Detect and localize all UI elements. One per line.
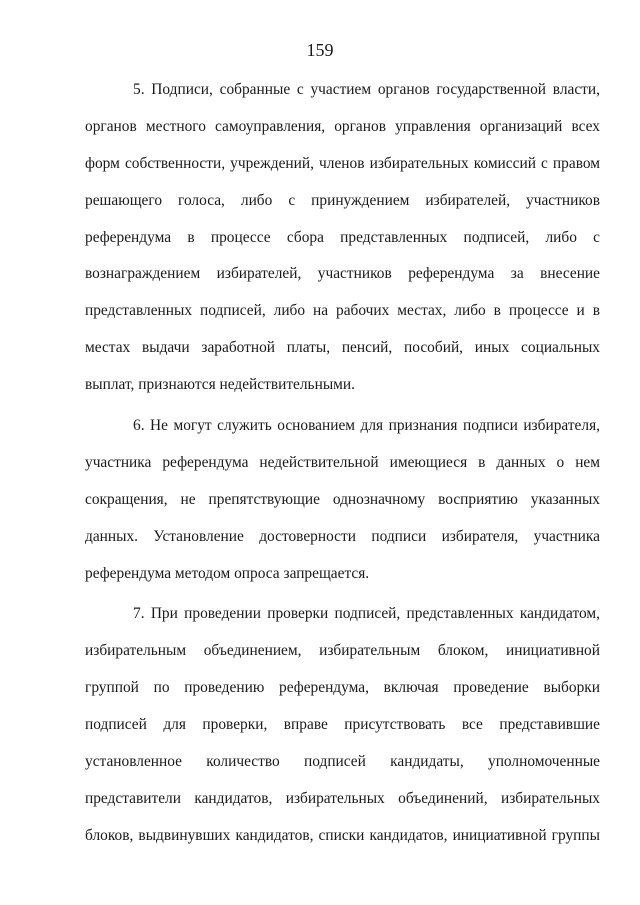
- text-line: вознаграждением избирателей, участников референдума за внесение: [85, 265, 600, 283]
- text-line: группой по проведению референдума, включая проведение выборки: [85, 679, 600, 697]
- paragraph-6: [85, 408, 600, 592]
- paragraph-7: [85, 596, 600, 854]
- text-line: представители кандидатов, избирательных объединений, избирательных: [85, 789, 600, 807]
- text-line: представленных подписей, либо на рабочих местах, либо в процессе и в: [85, 302, 600, 320]
- text-line: форм собственности, учреждений, членов избирательных комиссий с правом: [85, 154, 600, 172]
- text-line: участника референдума недействительной имеющиеся в данных о нем: [85, 453, 600, 471]
- text-line: выплат, признаются недействительными.: [85, 376, 355, 394]
- text-line: установленное количество подписей кандидаты, уполномоченные: [85, 753, 600, 771]
- text-line: подписей для проверки, вправе присутствовать все представившие: [85, 716, 600, 734]
- text-line: органов местного самоуправления, органов управления организаций всех: [85, 117, 600, 135]
- text-line: референдума методом опроса запрещается.: [85, 564, 370, 582]
- text-line: 6. Не могут служить основанием для признания подписи избирателя,: [133, 417, 600, 435]
- text-line: референдума в процессе сбора представленных подписей, либо с: [85, 228, 600, 246]
- text-line: 5. Подписи, собранные с участием органов государственной власти,: [133, 81, 600, 98]
- page-number: 159: [306, 40, 334, 60]
- text-line: 7. При проведении проверки подписей, представленных кандидатом,: [133, 605, 600, 623]
- text-line: сокращения, не препятствующие однозначному восприятию указанных: [85, 490, 600, 508]
- text-line: решающего голоса, либо с принуждением избирателей, участников: [85, 191, 600, 209]
- text-line: избирательным объединением, избирательным блоком, инициативной: [85, 642, 600, 660]
- document-body: [85, 72, 600, 855]
- text-line: блоков, выдвинувших кандидатов, списки кандидатов, инициативной группы: [85, 826, 600, 844]
- text-line: местах выдачи заработной платы, пенсий, пособий, иных социальных: [85, 339, 600, 357]
- paragraph-5: [85, 72, 600, 404]
- text-line: данных. Установление достоверности подписи избирателя, участника: [85, 527, 600, 545]
